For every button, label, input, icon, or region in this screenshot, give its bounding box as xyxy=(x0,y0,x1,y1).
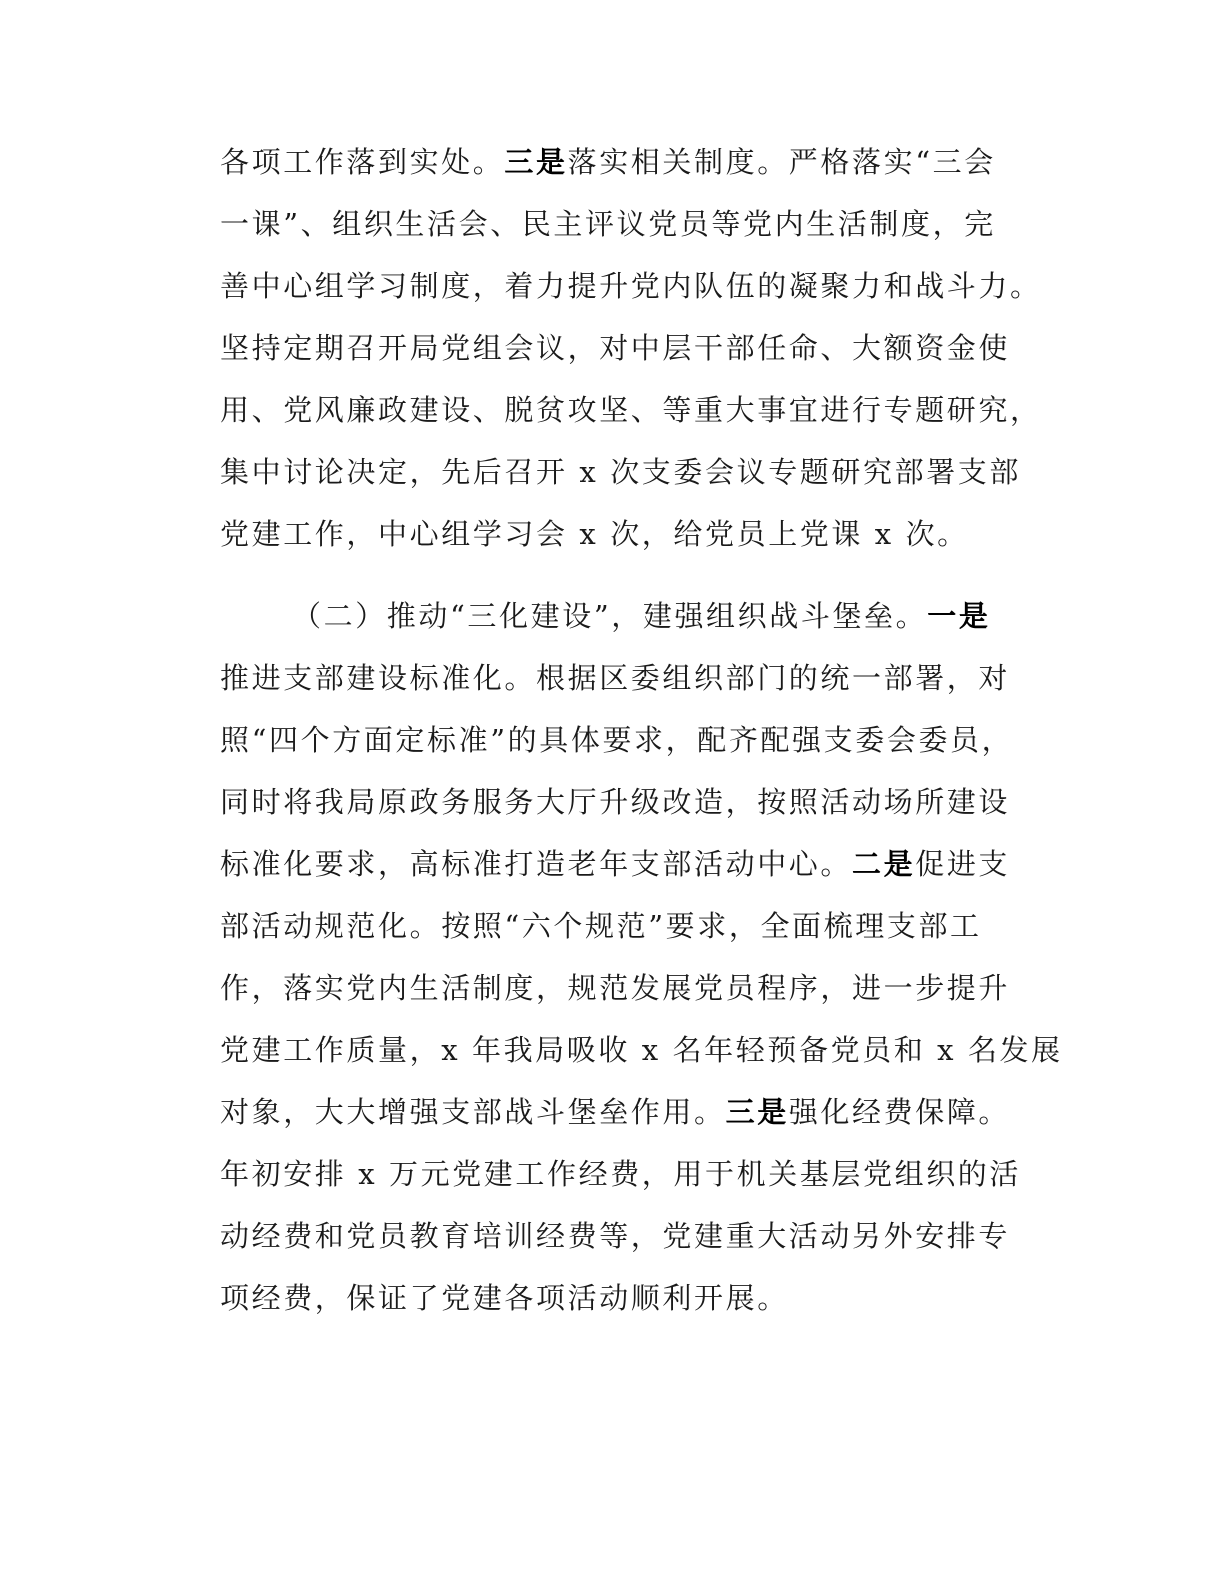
text-line xyxy=(220,131,1050,193)
paragraph-1 xyxy=(220,131,1050,565)
bold-marker: 三是 xyxy=(504,145,568,179)
text-run: 各项工作落到实处。 xyxy=(220,145,505,179)
text-line: 部活动规范化。按照“六个规范”要求，全面梳理支部工 xyxy=(220,909,982,943)
text-line: 用、党风廉政建设、脱贫攻坚、等重大事宜进行专题研究， xyxy=(220,393,1042,427)
text-line: 推进支部建设标准化。根据区委组织部门的统一部署，对 xyxy=(220,661,1011,695)
text-line: 同时将我局原政务服务大厅升级改造，按照活动场所建设 xyxy=(220,785,1011,819)
text-line: 动经费和党员教育培训经费等，党建重大活动另外安排专 xyxy=(220,1219,1011,1253)
text-run: 标准化要求，高标准打造老年支部活动中心。 xyxy=(220,847,853,881)
text-run: 落实相关制度。严格落实“三会 xyxy=(567,145,996,179)
bold-marker: 三是 xyxy=(725,1095,789,1129)
text-line xyxy=(220,1081,1050,1143)
text-run: 强化经费保障。 xyxy=(788,1095,1011,1129)
text-line: 项经费，保证了党建各项活动顺利开展。 xyxy=(220,1281,789,1315)
text-run: 促进支 xyxy=(915,847,1011,881)
text-line: 年初安排 x 万元党建工作经费，用于机关基层党组织的活 xyxy=(220,1157,1021,1191)
text-line: 坚持定期召开局党组会议，对中层干部任命、大额资金使 xyxy=(220,331,1011,365)
text-line: 善中心组学习制度，着力提升党内队伍的凝聚力和战斗力。 xyxy=(220,269,1042,303)
text-run: 对象，大大增强支部战斗堡垒作用。 xyxy=(220,1095,726,1129)
text-run: （二）推动“三化建设”，建强组织战斗堡垒。 xyxy=(292,599,928,633)
paragraph-2 xyxy=(220,585,1063,1329)
text-line xyxy=(220,833,1050,895)
text-line: 作，落实党内生活制度，规范发展党员程序，进一步提升 xyxy=(220,971,1011,1005)
text-line: 党建工作质量，x 年我局吸收 x 名年轻预备党员和 x 名发展 xyxy=(220,1033,1063,1067)
document-body xyxy=(220,131,1063,1329)
text-line: 照“四个方面定标准”的具体要求，配齐配强支委会委员， xyxy=(220,723,1014,757)
text-line: 集中讨论决定，先后召开 x 次支委会议专题研究部署支部 xyxy=(220,455,1021,489)
bold-marker: 一是 xyxy=(927,599,991,633)
text-line: 一课”、组织生活会、民主评议党员等党内生活制度，完 xyxy=(220,207,996,241)
bold-marker: 二是 xyxy=(852,847,916,881)
paragraph-gap xyxy=(220,565,1050,585)
text-line xyxy=(220,585,1050,647)
text-line: 党建工作，中心组学习会 x 次，给党员上党课 x 次。 xyxy=(220,517,969,551)
